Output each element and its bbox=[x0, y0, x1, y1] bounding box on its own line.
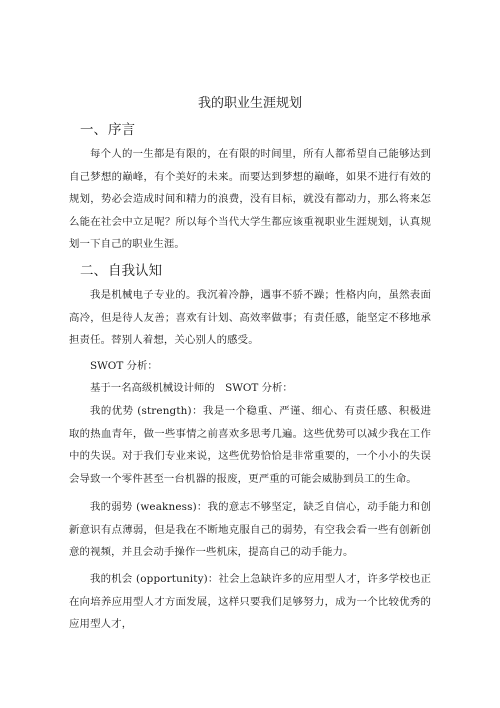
paragraph-preface: 每个人的一生都是有限的，在有限的时间里，所有人都希望自己能够达到自己梦想的巅峰，有个美好的未来。而要达到梦想的巅峰，如果不进行有效的规划，势必会造成时间和精力的浪费，没有目标，就没有都动力，那么将来怎么能在社会中立足呢？所以每个当代大学生都应该重视职业生涯规划，认真规划一下自己的职业生涯。 bbox=[69, 148, 431, 251]
swot-intro: 基于一名高级机械设计师的 SWOT 分析： bbox=[90, 382, 293, 394]
swot-label: SWOT 分析： bbox=[90, 360, 158, 372]
paragraph-opportunity: 我的机会 (opportunity)：社会上急缺许多的应用型人才，许多学校也正在向培养应用型人才方面发展，这样只要我们足够努力，成为一个比较优秀的应用型人才， bbox=[69, 573, 431, 631]
section-heading-preface bbox=[80, 121, 135, 139]
paragraph-strength: 我的优势 (strength)：我是一个稳重、严谨、细心、有责任感、积极进取的热血青年，做一些事情之前喜欢多思考几遍。这些优势可以减少我在工作中的失误。对于我们专业来说，这些优势恰恰是非常重要的，一个小小的失误会导致一个零件甚至一台机器的报废，更严重的可能会威胁到员工的生命。 bbox=[69, 405, 431, 485]
section-title: 序言 bbox=[108, 122, 135, 138]
section-heading-self-awareness bbox=[80, 262, 162, 280]
section-title: 自我认知 bbox=[108, 263, 162, 279]
section-number: 一、 bbox=[80, 122, 107, 138]
paragraph-self-description: 我是机械电子专业的。我沉着冷静，遇事不骄不躁；性格内向，虽然表面高冷，但是待人友善；喜欢有计划、高效率做事；有责任感，能坚定不移地承担责任。替别人着想，关心别人的感受。 bbox=[69, 289, 431, 347]
paragraph-weakness: 我的弱势 (weakness)：我的意志不够坚定，缺乏自信心，动手能力和创新意识有点薄弱，但是我在不断地克服自己的弱势，有空我会看一些有创新创意的视频，并且会动手操作一些机床，提高自己的动手能力。 bbox=[69, 501, 431, 559]
section-number: 二、 bbox=[80, 263, 107, 279]
document-title: 我的职业生涯规划 bbox=[197, 96, 302, 111]
